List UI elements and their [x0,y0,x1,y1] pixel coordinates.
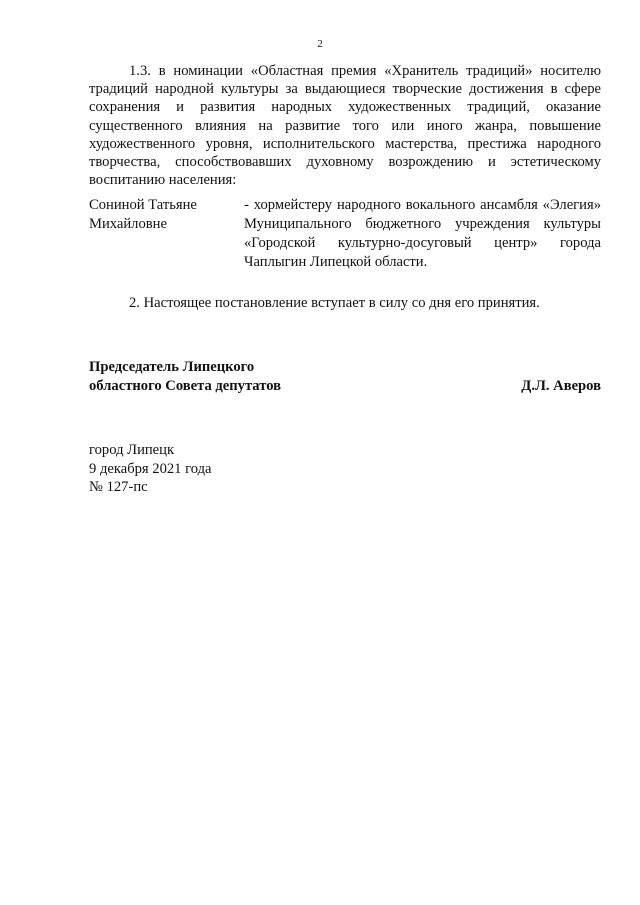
paragraph-nomination: 1.3. в номинации «Областная премия «Хранитель традиций» носителю традиций народной культуры за выдающиеся творческие достижения в сфере сохранения и развития народных художественных традиций, оказание существенного влияния на развитие того или иного жанра, повышение художественного уровня, исполнительского мастерства, престижа народного творчества, способствовавших духовному возрождению и эстетическому воспитанию населения: [89,63,601,189]
footer-date: 9 декабря 2021 года [89,460,212,477]
awardee-name-line-1: Сониной Татьяне [89,197,197,213]
signature-title-line-1: Председатель Липецкого [89,359,255,375]
signature-block [89,358,601,396]
page-number: 2 [317,38,323,50]
document-footer [89,441,389,497]
signature-title-line-2: областного Совета депутатов [89,378,282,394]
paragraph-effective-date: 2. Настоящее постановление вступает в силу со дня его принятия. [129,295,540,311]
footer-city: город Липецк [89,442,175,458]
awardee-description: - хормейстеру народного вокального ансамбля «Элегия» Муниципального бюджетного учреждения культуры «Городской культурно-досуговый центр» города Чаплыгин Липецкой области. [244,197,601,270]
footer-number: № 127-пс [89,479,148,495]
awardee-name-line-2: Михайловне [89,216,167,232]
awardee-name [89,196,229,234]
signer-name: Д.Л. Аверов [521,378,601,394]
